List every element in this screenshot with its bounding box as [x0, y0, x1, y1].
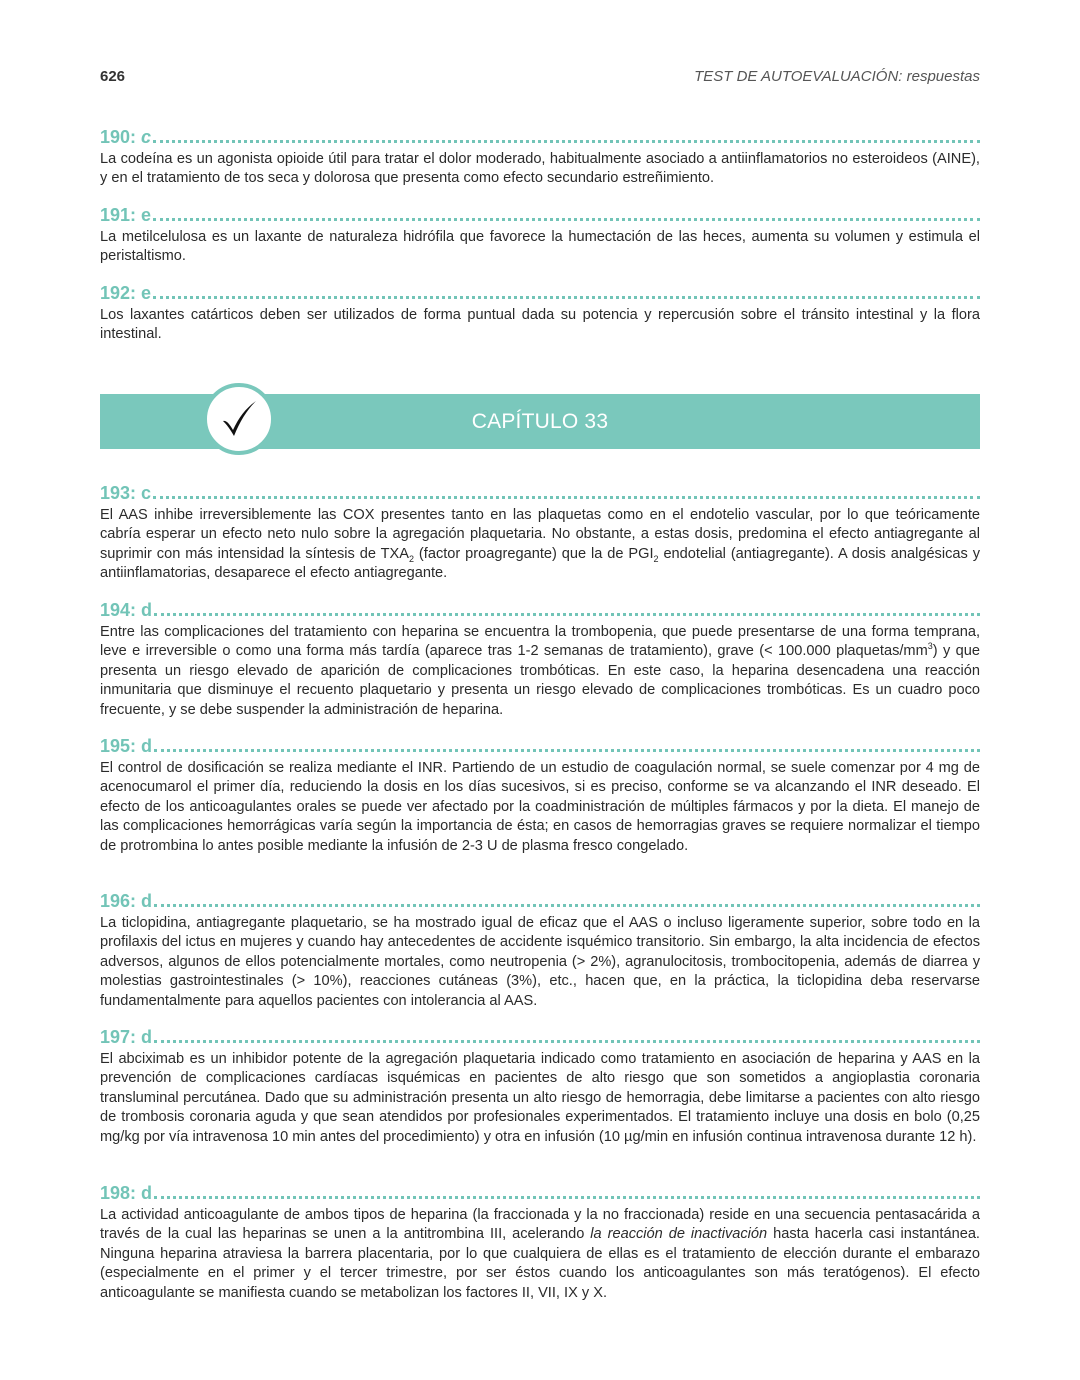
answer-number: 197:	[100, 1027, 142, 1047]
answer-label	[100, 205, 153, 226]
dotted-leader	[154, 1040, 980, 1043]
answer-197	[100, 1027, 980, 1147]
answer-explanation: La actividad anticoagulante de ambos tipos de heparina (la fraccionada y la no fraccionada) reside en una secuencia pentasacárida a través de la cual las heparinas se unen a la antitrombina III, acelerando la reacción de inactivación hasta hacerla casi instantánea. Ninguna heparina atraviesa la barrera placentaria, por lo que cualquiera de ellas es el tratamiento de elección durante el embarazo (especialmente en el primer y el tercer trimestre, por ser éstos cuando los anticoagulantes son más teratógenos). El efecto anticoagulante se manifiesta cuando se metabolizan los factores II, VII, IX y X.	[100, 1207, 980, 1301]
answer-option: e	[141, 283, 152, 303]
dotted-leader	[154, 613, 980, 616]
answer-option: d	[141, 736, 153, 756]
answer-label	[100, 891, 154, 912]
answer-heading	[100, 205, 980, 227]
answer-option: d	[141, 891, 153, 911]
answer-explanation: El control de dosificación se realiza mediante el INR. Partiendo de un estudio de coagulación normal, se suele comenzar por 4 mg de acenocumarol el primer día, reduciendo la dosis en los días sucesivos, si es preciso, conforme se va alcanzando el INR deseado. El efecto de los anticoagulantes orales se puede ver afectado por la coadministración de múltiples fármacos y por la dieta. El manejo de las complicaciones hemorrágicas varía según la importancia de ésta; en casos de hemorragias graves se requiere normalizar el tiempo de protrombina lo antes posible mediante la infusión de 2-3 U de plasma fresco congelado.	[100, 760, 980, 854]
answer-label	[100, 127, 153, 148]
chapter-title: CAPÍTULO 33	[471, 410, 609, 433]
answer-label	[100, 600, 154, 621]
checkmark-icon	[203, 383, 275, 455]
answer-192	[100, 283, 980, 345]
answer-number: 194:	[100, 600, 142, 620]
answer-label	[100, 1183, 154, 1204]
page-number: 626	[100, 68, 126, 85]
answer-number: 196:	[100, 891, 142, 911]
answer-number: 193:	[100, 483, 142, 503]
answer-195	[100, 736, 980, 856]
answer-option: d	[141, 1027, 153, 1047]
answer-explanation: El AAS inhibe irreversiblemente las COX presentes tanto en las plaquetas como en el endotelio vascular, por lo que teóricamente cabría esperar un efecto neto nulo sobre la agregación plaquetaria. No obstante, a estas dosis, predomina el efecto antiagregante al suprimir con más intensidad la síntesis de $TXA_2$ (factor proagregante) que la de $PGI_2$ endotelial (antiagregante). A dosis analgésicas y antiinflamatorias, desaparece el efecto antiagregante.	[100, 507, 981, 582]
dotted-leader	[153, 296, 980, 299]
answer-option: e	[141, 205, 152, 225]
answer-heading	[100, 600, 980, 622]
answer-option: d	[141, 1183, 153, 1203]
answer-number: 190:	[100, 127, 142, 147]
answer-number: 192:	[100, 283, 142, 303]
answer-191	[100, 205, 980, 267]
answer-196	[100, 891, 980, 1011]
answer-number: 191:	[100, 205, 142, 225]
answer-explanation: La codeína es un agonista opioide útil para tratar el dolor moderado, habitualmente asociado a antiinflamatorios no esteroideos (AINE), y en el tratamiento de tos seca y dolorosa que presenta como efecto secundario estreñimiento.	[100, 151, 980, 187]
answer-193	[100, 483, 980, 584]
answer-number: 195:	[100, 736, 142, 756]
answer-194	[100, 600, 980, 720]
running-title: TEST DE AUTOEVALUACIÓN: respuestas	[694, 68, 980, 85]
answer-heading	[100, 1183, 980, 1205]
answer-heading	[100, 891, 980, 913]
answer-heading	[100, 1027, 980, 1049]
dotted-leader	[154, 904, 980, 907]
answer-heading	[100, 127, 980, 149]
answer-label	[100, 283, 153, 304]
answer-option: c	[141, 127, 152, 147]
answer-198	[100, 1183, 980, 1303]
answer-explanation: La ticlopidina, antiagregante plaquetario, se ha mostrado igual de eficaz que el AAS o incluso ligeramente superior, sobre todo en la profilaxis del ictus en mujeres y cuando hay antecedentes de accidente isquémico transitorio. Sin embargo, la alta incidencia de efectos adversos, algunos de ellos potencialmente mortales, como neutropenia (> 2%), agranulocitosis, trombocitopenia, además de diarrea y molestias gastrointestinales (> 10%), reacciones cutáneas (3%), etc., hacen que, en la práctica, la ticlopidina deba reservarse fundamentalmente para aquellos pacientes con intolerancia al AAS.	[100, 915, 980, 1009]
dotted-leader	[153, 496, 980, 499]
dotted-leader	[154, 749, 980, 752]
answer-option: d	[141, 600, 153, 620]
checkmark-glyph	[217, 397, 261, 441]
answer-190	[100, 127, 980, 189]
answer-explanation: La metilcelulosa es un laxante de naturaleza hidrófila que favorece la humectación de las heces, aumenta su volumen y estimula el peristaltismo.	[100, 229, 980, 265]
answer-number: 198:	[100, 1183, 142, 1203]
page-header	[100, 68, 980, 92]
answer-heading	[100, 483, 980, 505]
answer-label	[100, 483, 153, 504]
dotted-leader	[154, 1196, 980, 1199]
answer-option: c	[141, 483, 152, 503]
answer-label	[100, 1027, 154, 1048]
answer-explanation: Entre las complicaciones del tratamiento con heparina se encuentra la trombopenia, que puede presentarse de una forma temprana, leve e irreversible o como una forma más tardía (aparece tras 1-2 semanas de tratamiento), grave (< 100.000 plaquetas/$mm^3$) y que presenta un riesgo elevado de aparición de complicaciones trombóticas. En este caso, la heparina desencadena una reacción inmunitaria que disminuye el recuento plaquetario y presenta un riesgo elevado de complicaciones trombóticas. Es un cuadro poco frecuente, y se debe suspender la administración de heparina.	[100, 624, 980, 718]
answer-heading	[100, 283, 980, 305]
answer-explanation: El abciximab es un inhibidor potente de la agregación plaquetaria indicado como tratamiento en asociación de heparina y AAS en la prevención de complicaciones cardíacas isquémicas en pacientes de alto riesgo que son sometidos a angioplastia coronaria transluminal percutánea. Dado que su administración presenta un alto riesgo de hemorragia, debe limitarse a pacientes con alto riesgo de trombosis coronaria aguda y que sean atendidos por profesionales experimentados. El tratamiento incluye una dosis en bolo (0,25 mg/kg por vía intravenosa 10 min antes del procedimiento) y otra en infusión (10 µg/min en infusión continua intravenosa durante 12 h).	[100, 1051, 980, 1145]
answer-heading	[100, 736, 980, 758]
dotted-leader	[153, 218, 980, 221]
answer-explanation: Los laxantes catárticos deben ser utilizados de forma puntual dada su potencia y repercusión sobre el tránsito intestinal y la flora intestinal.	[100, 307, 980, 343]
dotted-leader	[153, 140, 980, 143]
answer-label	[100, 736, 154, 757]
